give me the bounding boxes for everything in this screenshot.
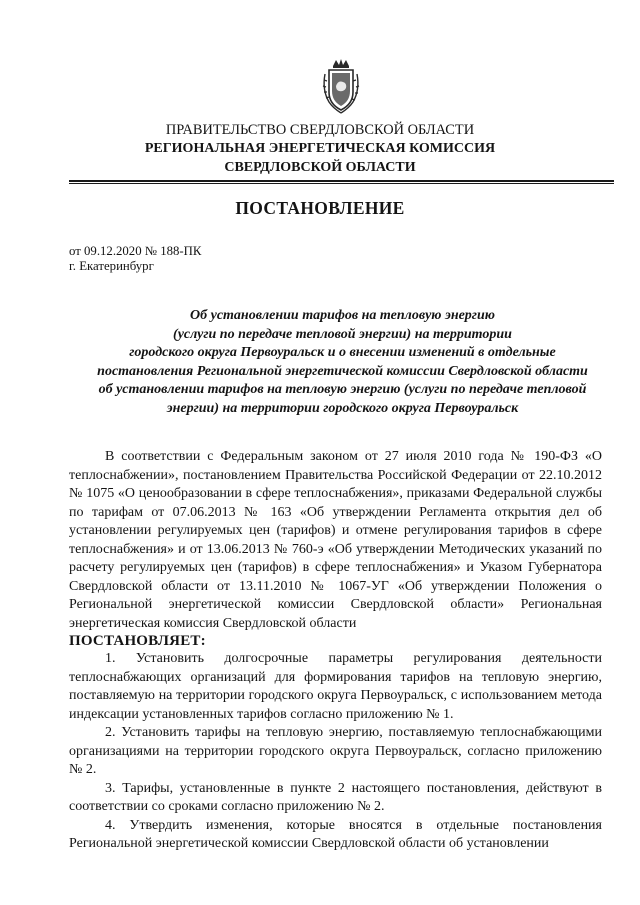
subject-line: постановления Региональной энергетической комиссии Свердловской области <box>97 363 588 379</box>
resolution-item: 4. Утвердить изменения, которые вносятся в отдельные постановления Региональной энергетической комиссии Свердловской области об установлении <box>69 817 602 851</box>
preamble-paragraph: В соответствии с Федеральным законом от 27 июля 2010 года № 190-ФЗ «О теплоснабжении», постановлением Правительства Российской Федерации от 22.10.2012 № 1075 «О ценообразовании в сфере теплоснабжения», приказами Федеральной службы по тарифам от 07.06.2013 № 163 «Об утверждении Регламента открытия дел об установлении регулируемых цен (тарифов) и отмене регулирования тарифов в сфере теплоснабжения» и от 13.06.2013 № 760-э «Об утверждении Методических указаний по расчету регулируемых цен (тарифов) в сфере теплоснабжения» и Указом Губернатора Свердловской области от 13.11.2010 № 1067-УГ «Об утверждении Положения о Региональной энергетической комиссии Свердловской области» Региональная энергетическая комиссия Свердловской области <box>69 449 602 631</box>
subject-line: энергии) на территории городского округа Первоуральск <box>166 400 519 416</box>
document-date-number: от 09.12.2020 № 188-ПК <box>69 244 202 258</box>
document-title: ПОСТАНОВЛЕНИЕ <box>235 198 405 218</box>
preamble <box>69 448 602 633</box>
resolution-item: 2. Установить тарифы на тепловую энергию, поставляемую теплоснабжающими организациями на территории городского округа Первоуральск, согласно приложению № 2. <box>69 725 602 777</box>
org-name-line-1: ПРАВИТЕЛЬСТВО СВЕРДЛОВСКОЙ ОБЛАСТИ <box>165 122 475 138</box>
coat-of-arms-icon <box>319 58 363 116</box>
subject-line: городского округа Первоуральск и о внесении изменений в отдельные <box>129 345 556 360</box>
subject-line: (услуги по передаче тепловой энергии) на территории <box>173 326 512 342</box>
subject-line: об установлении тарифов на тепловую энергию (услуги по передаче тепловой <box>98 382 587 397</box>
document-subject <box>75 307 610 418</box>
decree-word: ПОСТАНОВЛЯЕТ: <box>69 633 206 649</box>
resolution-items <box>69 650 602 854</box>
org-name-line-3: СВЕРДЛОВСКОЙ ОБЛАСТИ <box>224 160 416 175</box>
org-name-line-2: РЕГИОНАЛЬНАЯ ЭНЕРГЕТИЧЕСКАЯ КОМИССИЯ <box>144 141 496 156</box>
document-city: г. Екатеринбург <box>69 259 154 273</box>
subject-line: Об установлении тарифов на тепловую энергию <box>190 308 495 323</box>
resolution-item: 3. Тарифы, установленные в пункте 2 настоящего постановления, действуют в соответствии со сроками согласно приложению № 2. <box>69 780 602 814</box>
resolution-item: 1. Установить долгосрочные параметры регулирования деятельности теплоснабжающих организаций для формирования тарифов на тепловую энергию, поставляемую на территории городского округа Первоуральск, с использованием метода индексации установленных тарифов согласно приложению № 1. <box>69 651 602 722</box>
header-divider-thin <box>69 183 614 184</box>
header-divider <box>69 180 614 182</box>
